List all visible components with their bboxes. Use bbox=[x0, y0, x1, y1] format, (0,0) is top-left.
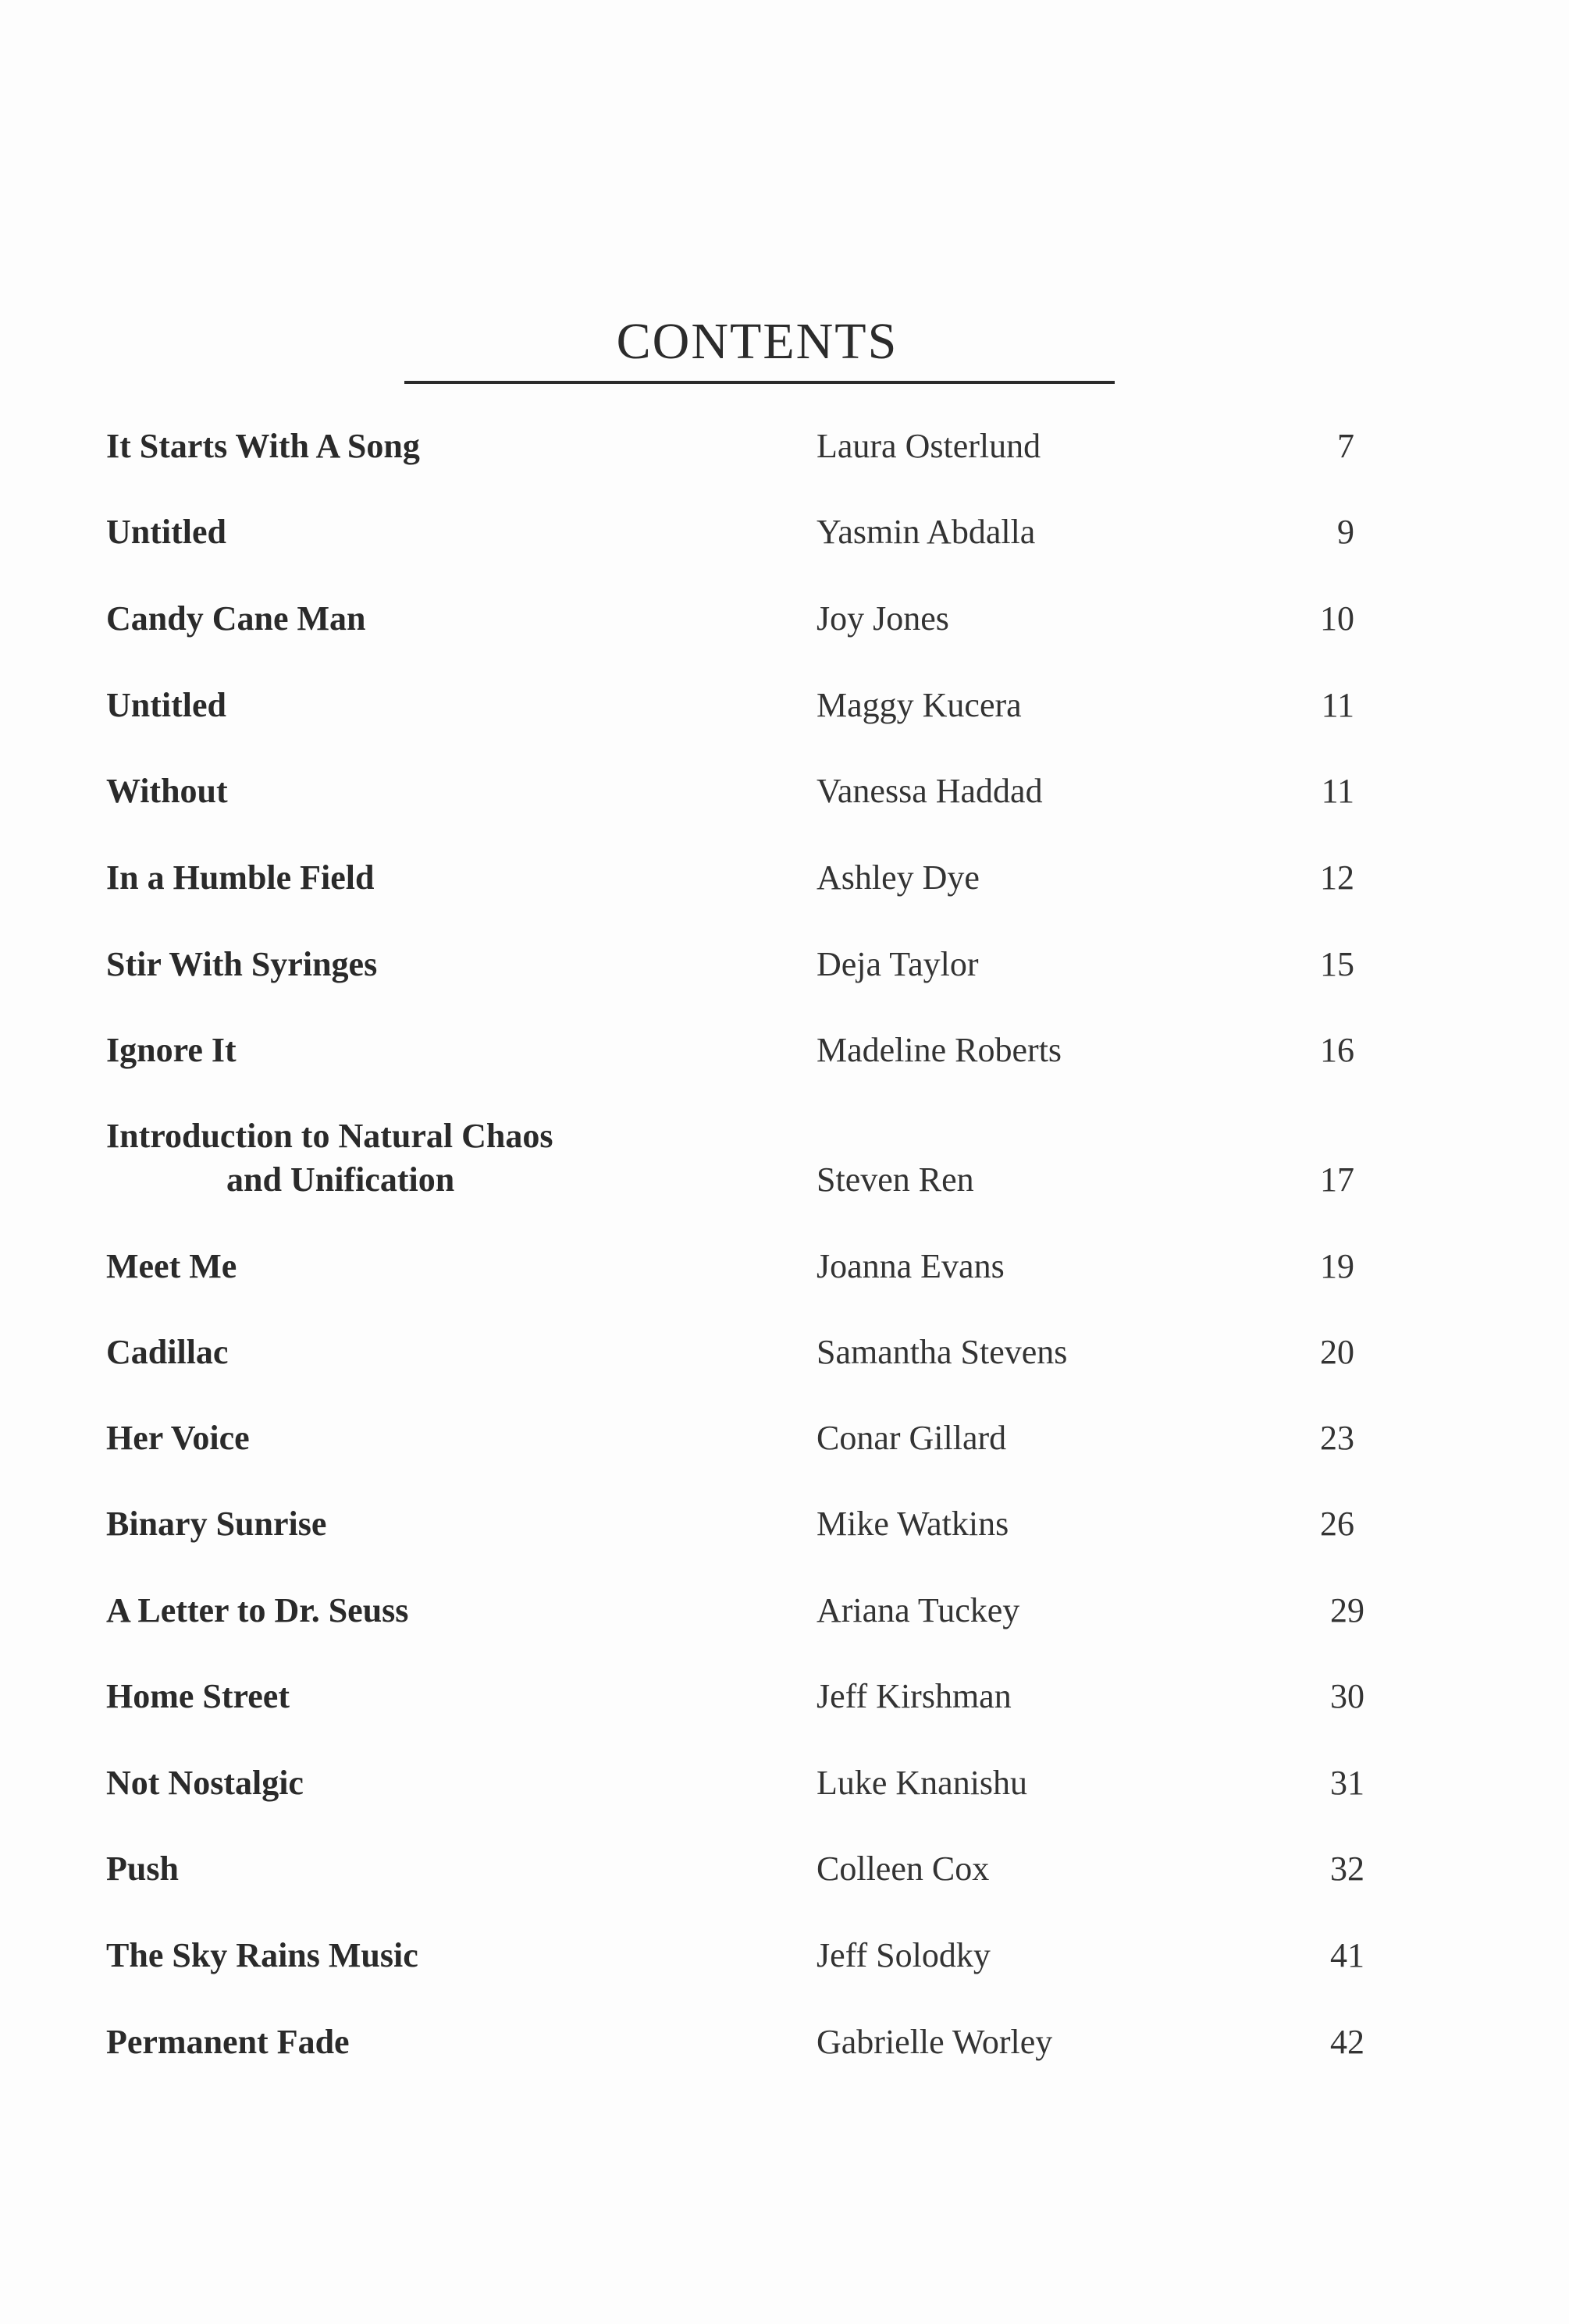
entry-author: Laura Osterlund bbox=[817, 427, 1041, 465]
entry-author: Steven Ren bbox=[817, 1160, 974, 1199]
entry-title: It Starts With A Song bbox=[106, 427, 420, 465]
entry-page-number: 11 bbox=[1321, 686, 1354, 724]
entry-author: Ariana Tuckey bbox=[817, 1591, 1020, 1629]
entry-author: Gabrielle Worley bbox=[817, 2023, 1053, 2061]
entry-title: Untitled bbox=[106, 513, 226, 551]
entry-title: Push bbox=[106, 1850, 179, 1888]
entry-author: Jeff Kirshman bbox=[817, 1677, 1012, 1715]
entry-page-number: 11 bbox=[1321, 772, 1354, 810]
entry-page-number: 17 bbox=[1320, 1160, 1354, 1199]
entry-title: A Letter to Dr. Seuss bbox=[106, 1591, 409, 1629]
entry-page-number: 23 bbox=[1320, 1419, 1354, 1457]
entry-author: Luke Knanishu bbox=[817, 1764, 1028, 1802]
entry-title bbox=[106, 1114, 731, 1202]
entry-title: Stir With Syringes bbox=[106, 945, 378, 983]
entry-author: Jeff Solodky bbox=[817, 1936, 991, 1974]
entry-title: Meet Me bbox=[106, 1247, 237, 1285]
entry-title: Untitled bbox=[106, 686, 226, 724]
entry-page-number: 9 bbox=[1337, 513, 1354, 551]
entry-title: Ignore It bbox=[106, 1031, 237, 1069]
entry-title: Cadillac bbox=[106, 1333, 229, 1371]
entry-page-number: 32 bbox=[1330, 1850, 1364, 1888]
entry-title: Without bbox=[106, 772, 228, 810]
entry-title: Home Street bbox=[106, 1677, 290, 1715]
entry-author: Samantha Stevens bbox=[817, 1333, 1068, 1371]
entry-page-number: 31 bbox=[1330, 1764, 1364, 1802]
entry-page-number: 10 bbox=[1320, 599, 1354, 638]
entry-author: Conar Gillard bbox=[817, 1419, 1007, 1457]
entry-page-number: 42 bbox=[1330, 2023, 1364, 2061]
heading-underline bbox=[404, 381, 1115, 384]
entry-page-number: 20 bbox=[1320, 1333, 1354, 1371]
entry-author: Yasmin Abdalla bbox=[817, 513, 1036, 551]
entry-author: Joanna Evans bbox=[817, 1247, 1005, 1285]
entry-title: Permanent Fade bbox=[106, 2023, 350, 2061]
entry-title-line2: and Unification bbox=[226, 1160, 455, 1199]
entry-page-number: 12 bbox=[1320, 858, 1354, 897]
entry-title: Her Voice bbox=[106, 1419, 250, 1457]
entry-author: Mike Watkins bbox=[817, 1505, 1009, 1543]
entry-author: Vanessa Haddad bbox=[817, 772, 1043, 810]
entry-page-number: 15 bbox=[1320, 945, 1354, 983]
entry-page-number: 7 bbox=[1337, 427, 1354, 465]
entry-author: Joy Jones bbox=[817, 599, 949, 638]
entry-title: In a Humble Field bbox=[106, 858, 375, 897]
entry-page-number: 41 bbox=[1330, 1936, 1364, 1974]
entry-title: Candy Cane Man bbox=[106, 599, 366, 638]
entry-author: Maggy Kucera bbox=[817, 686, 1022, 724]
entry-page-number: 19 bbox=[1320, 1247, 1354, 1285]
entry-page-number: 30 bbox=[1330, 1677, 1364, 1715]
entry-page-number: 26 bbox=[1320, 1505, 1354, 1543]
contents-heading: CONTENTS bbox=[616, 313, 898, 370]
entry-page-number: 29 bbox=[1330, 1591, 1364, 1629]
entry-page-number: 16 bbox=[1320, 1031, 1354, 1069]
entry-author: Ashley Dye bbox=[817, 858, 980, 897]
entry-title: Binary Sunrise bbox=[106, 1505, 327, 1543]
entry-author: Colleen Cox bbox=[817, 1850, 990, 1888]
entry-author: Deja Taylor bbox=[817, 945, 979, 983]
entry-title: The Sky Rains Music bbox=[106, 1936, 418, 1974]
entry-title: Not Nostalgic bbox=[106, 1764, 304, 1802]
entry-title-line1: Introduction to Natural Chaos bbox=[106, 1117, 553, 1155]
entry-author: Madeline Roberts bbox=[817, 1031, 1062, 1069]
